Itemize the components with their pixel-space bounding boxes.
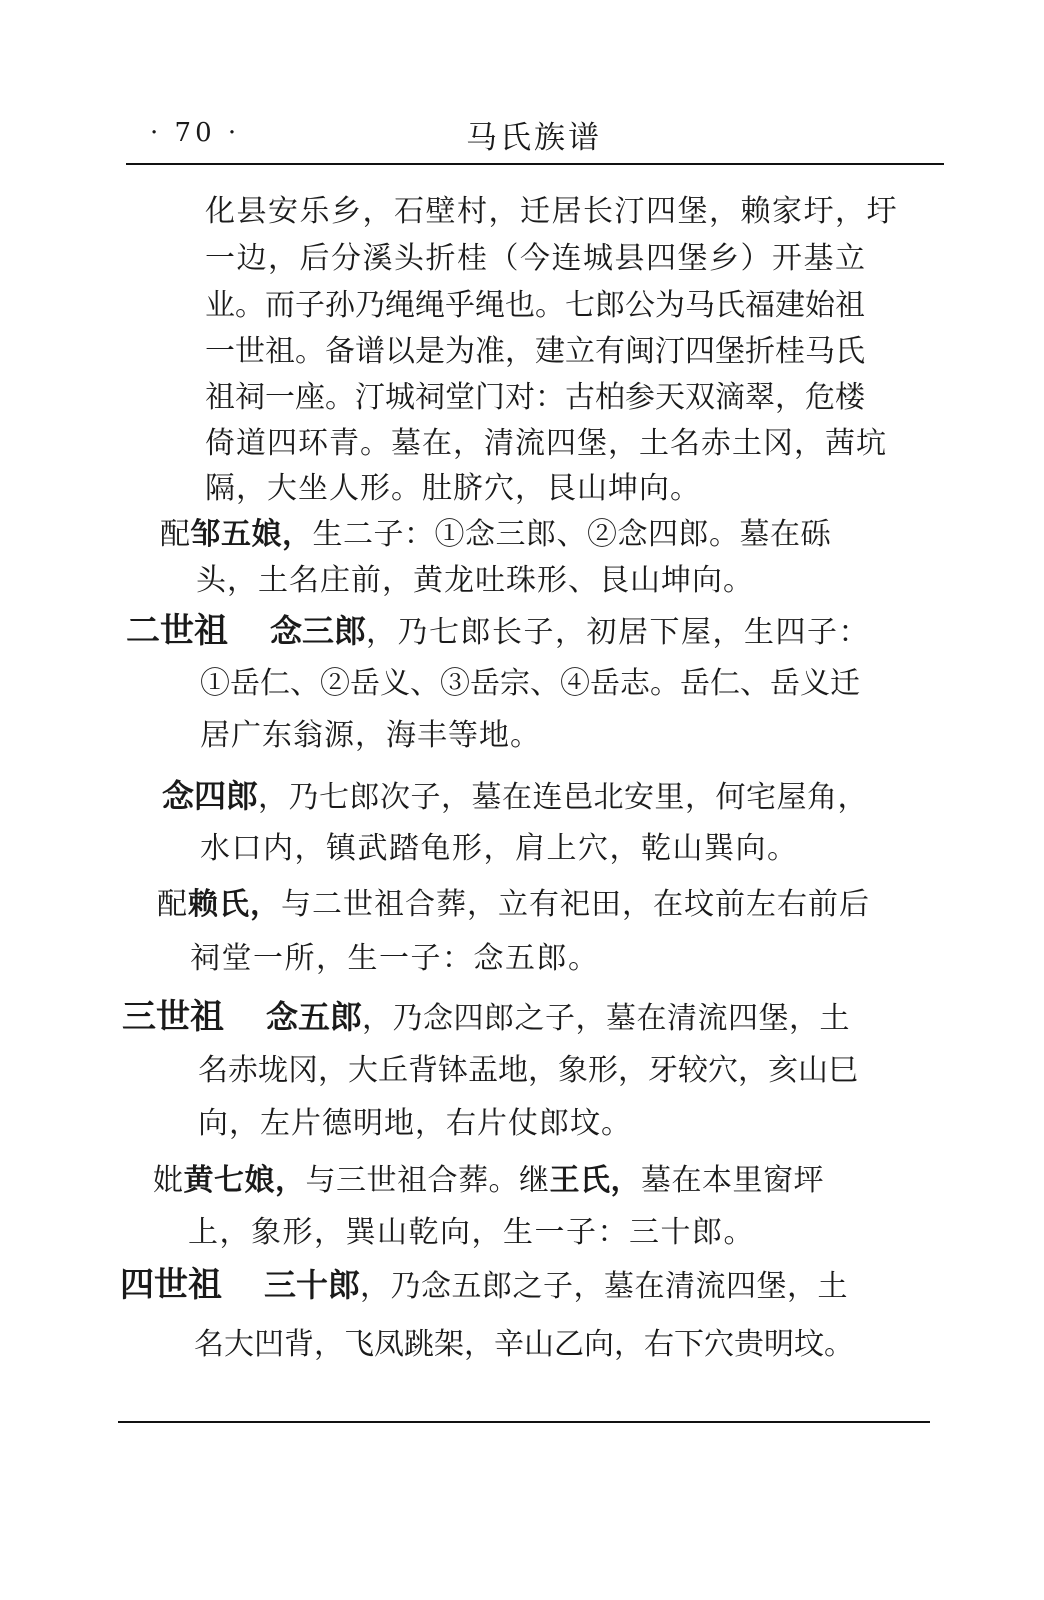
page-number: · 70 · <box>150 118 241 148</box>
generation-heading-line <box>120 1263 848 1307</box>
entry-text: 与二世祖合葬，立有祀田，在坟前左右前后 <box>281 887 870 922</box>
generation-label: 四世祖 <box>120 1265 222 1305</box>
spouse-prefix: 配 <box>160 517 191 552</box>
generation-heading-line <box>122 995 850 1039</box>
entry-text: ，乃念四郎之子，墓在清流四堡，土 <box>362 1001 851 1036</box>
ancestor-name: 三十郎 <box>264 1266 361 1304</box>
generation-label: 三世祖 <box>122 997 224 1037</box>
text-line: 名大凹背，飞凤跳架，辛山乙向，右下穴贵明坟。 <box>194 1327 854 1362</box>
text-line: 倚道四环青。墓在，清流四堡，土名赤土冈，茜坑 <box>205 426 887 461</box>
entry-text: ，乃七郎长子，初居下屋，生四子： <box>366 615 871 650</box>
text-line: 上，象形，巽山乾向，生一子：三十郎。 <box>188 1215 755 1250</box>
text-line: 祖祠一座。汀城祠堂门对：古柏参天双滴翠，危楼 <box>205 380 865 415</box>
text-line: 名赤垅冈，大丘背钵盂地，象形，牙较穴，亥山巳 <box>198 1053 858 1088</box>
spouse-entry-line <box>157 885 870 925</box>
generation-label: 二世祖 <box>126 611 228 651</box>
ancestor-name: 念四郎 <box>162 777 259 815</box>
spouse-prefix: 配 <box>157 887 188 922</box>
entry-text: 生二子：①念三郎、②念四郎。墓在砾 <box>312 517 831 552</box>
spouse-name: 赖氏， <box>188 887 281 922</box>
ancestor-entry-line <box>162 774 868 818</box>
text-line: 水口内，镇武踏龟形，肩上穴，乾山巽向。 <box>200 831 799 866</box>
text-line: 居广东翁源，海丰等地。 <box>200 718 541 753</box>
header-rule <box>126 163 944 165</box>
text-line: 隔，大坐人形。肚脐穴，艮山坤向。 <box>205 471 701 506</box>
running-title: 马氏族谱 <box>466 120 602 156</box>
spouse-name: 黄七娘， <box>183 1163 306 1198</box>
footer-rule <box>118 1421 930 1423</box>
entry-text: 墓在本里窗坪 <box>641 1163 824 1198</box>
spouse-entry-line <box>153 1161 824 1201</box>
ancestor-name: 念五郎 <box>266 998 363 1036</box>
text-line: ①岳仁、②岳义、③岳宗、④岳志。岳仁、岳义迁 <box>200 666 860 701</box>
entry-text: ，乃七郎次子，墓在连邑北安里，何宅屋角， <box>258 780 869 815</box>
text-line: 业。而子孙乃绳绳乎绳也。七郎公为马氏福建始祖 <box>205 288 865 323</box>
ancestor-name: 念三郎 <box>270 612 367 650</box>
text-line: 一边，后分溪头折桂（今连城县四堡乡）开基立 <box>205 241 867 276</box>
text-line: 向，左片德明地，右片仗郎坟。 <box>198 1106 632 1141</box>
entry-text: ，乃念五郎之子，墓在清流四堡，土 <box>360 1269 849 1304</box>
spouse-prefix: 妣 <box>153 1163 184 1198</box>
text-line: 化县安乐乡，石壁村，迁居长汀四堡，赖家圩，圩 <box>205 194 898 229</box>
text-line: 一世祖。备谱以是为准，建立有闽汀四堡折桂马氏 <box>205 334 865 369</box>
entry-text: 与三世祖合葬。继 <box>305 1163 550 1198</box>
text-line: 祠堂一所，生一子：念五郎。 <box>190 941 600 976</box>
generation-heading-line <box>126 609 870 653</box>
spouse-name: 邹五娘， <box>190 517 313 552</box>
text-line: 头，土名庄前，黄龙吐珠形、艮山坤向。 <box>196 563 754 598</box>
spouse-entry-line <box>160 515 831 555</box>
spouse-name: 王氏， <box>549 1163 641 1198</box>
